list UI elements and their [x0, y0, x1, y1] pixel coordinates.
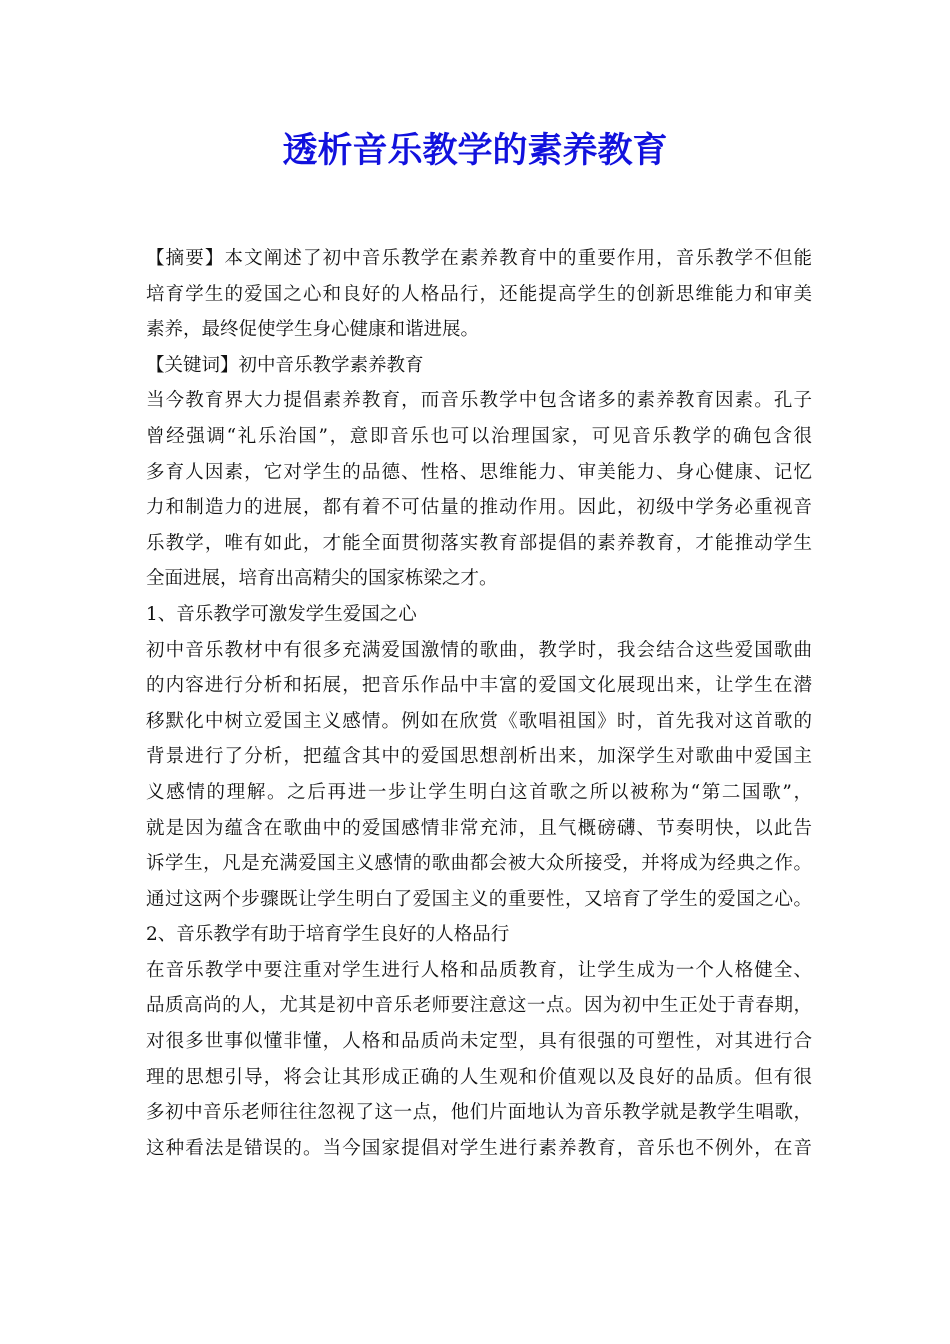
paragraph-line: 背景进行了分析，把蕴含其中的爱国思想剖析出来，加深学生对歌曲中爱国主 [146, 746, 812, 768]
abstract-line: 素养，最终促使学生身心健康和谐进展。 [146, 319, 480, 341]
paragraph-line: 移默化中树立爱国主义感情。例如在欣赏《歌唱祖国》时，首先我对这首歌的 [146, 710, 812, 732]
paragraph-line: 义感情的理解。之后再进一步让学生明白这首歌之所以被称为“第二国歌”， [146, 781, 812, 803]
paragraph-line: 这种看法是错误的。当今国家提倡对学生进行素养教育，音乐也不例外，在音 [146, 1137, 812, 1159]
abstract-line: 培育学生的爱国之心和良好的人格品行，还能提高学生的创新思维能力和审美 [146, 283, 812, 305]
paragraph-line: 全面进展，培育出高精尖的国家栋梁之才。 [146, 568, 498, 590]
paragraph-line: 当今教育界大力提倡素养教育，而音乐教学中包含诸多的素养教育因素。孔子 [146, 390, 812, 412]
paragraph-line: 初中音乐教材中有很多充满爱国激情的歌曲，教学时，我会结合这些爱国歌曲 [146, 639, 812, 661]
paragraph-line: 乐教学，唯有如此，才能全面贯彻落实教育部提倡的素养教育，才能推动学生 [146, 532, 812, 554]
paragraph-line: 通过这两个步骤既让学生明白了爱国主义的重要性，又培育了学生的爱国之心。 [146, 888, 812, 910]
document-body [146, 241, 812, 1166]
paragraph-line: 力和制造力的进展，都有着不可估量的推动作用。因此，初级中学务必重视音 [146, 497, 812, 519]
paragraph-line: 多育人因素，它对学生的品德、性格、思维能力、审美能力、身心健康、记忆 [146, 461, 812, 483]
paragraph-line: 曾经强调“礼乐治国”，意即音乐也可以治理国家，可见音乐教学的确包含很 [146, 425, 812, 447]
paragraph-line: 诉学生，凡是充满爱国主义感情的歌曲都会被大众所接受，并将成为经典之作。 [146, 853, 812, 875]
paragraph-line: 多初中音乐老师往往忽视了这一点，他们片面地认为音乐教学就是教学生唱歌， [146, 1102, 812, 1124]
paragraph-line: 品质高尚的人，尤其是初中音乐老师要注意这一点。因为初中生正处于青春期， [146, 995, 812, 1017]
abstract-line: 【摘要】本文阐述了初中音乐教学在素养教育中的重要作用，音乐教学不但能 [146, 248, 812, 269]
paragraph-line: 的内容进行分析和拓展，把音乐作品中丰富的爱国文化展现出来，让学生在潜 [146, 675, 812, 697]
section-heading: 1、音乐教学可激发学生爱国之心 [146, 603, 417, 625]
paragraph-line: 就是因为蕴含在歌曲中的爱国感情非常充沛，且气概磅礴、节奏明快，以此告 [146, 817, 812, 839]
keywords-line: 【关键词】初中音乐教学素养教育 [146, 354, 424, 376]
paragraph-line: 理的思想引导，将会让其形成正确的人生观和价值观以及良好的品质。但有很 [146, 1066, 812, 1088]
section-heading: 2、音乐教学有助于培育学生良好的人格品行 [146, 924, 510, 946]
paragraph-line: 在音乐教学中要注重对学生进行人格和品质教育，让学生成为一个人格健全、 [146, 959, 812, 981]
document-title: 透析音乐教学的素养教育 [282, 131, 668, 171]
paragraph-line: 对很多世事似懂非懂，人格和品质尚未定型，具有很强的可塑性，对其进行合 [146, 1031, 812, 1053]
